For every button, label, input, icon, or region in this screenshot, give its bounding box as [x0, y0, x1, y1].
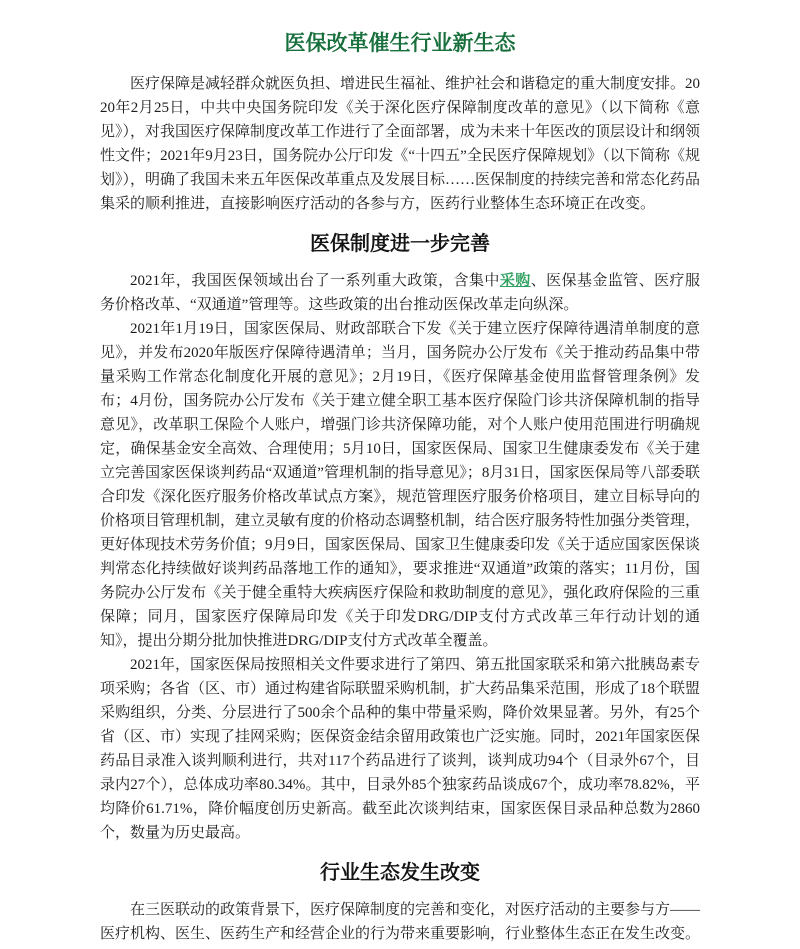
document-title: 医保改革催生行业新生态	[284, 31, 516, 55]
section1-paragraph-1-text-before-link: 2021年，我国医保领域出台了一系列重大政策，含集中	[130, 273, 500, 289]
section1-paragraph-2: 2021年1月19日，国家医保局、财政部联合下发《关于建立医疗保障待遇清单制度的意见》，并发布2020年版医疗保障待遇清单；当月，国务院办公厅发布《关于推动药品集中带量采购工作常态化制度化开展的意见》；2月19日，《医疗保障基金使用监督管理条例》发布；4月份，国务院办公厅发布《关于建立健全职工基本医疗保险门诊共济保障机制的指导意见》，改革职工保险个人账户，增强门诊共济保障功能，对个人账户使用范围进行明确规定，确保基金安全高效、合理使用；5月10日，国家医保局、国家卫生健康委发布《关于建立完善国家医保谈判药品“双通道”管理机制的指导意见》；8月31日，国家医保局等八部委联合印发《深化医疗服务价格改革试点方案》，规范管理医疗服务价格项目，建立目标导向的价格项目管理机制，建立灵敏有度的价格动态调整机制，结合医疗服务特性加强分类管理，更好体现技术劳务价值；9月9日，国家医保局、国家卫生健康委印发《关于适应国家医保谈判常态化持续做好谈判药品落地工作的通知》，要求推进“双通道”政策的落实；11月份，国务院办公厅发布《关于健全重特大疾病医疗保险和救助制度的意见》，强化政府保险的三重保障；同月，国家医疗保障局印发《关于印发DRG/DIP支付方式改革三年行动计划的通知》，提出分期分批加快推进DRG/DIP支付方式改革全覆盖。	[100, 321, 701, 649]
section2-paragraph-1: 在三医联动的政策背景下，医疗保障制度的完善和变化，对医疗活动的主要参与方——医疗机构、医生、医药生产和经营企业的行为带来重要影响，行业整体生态正在发生改变。	[100, 902, 701, 942]
intro-paragraph: 医疗保障是减轻群众就医负担、增进民生福祉、维护社会和谐稳定的重大制度安排。2020年2月25日，中共中央国务院印发《关于深化医疗保障制度改革的意见》（以下简称《意见》），对我国医疗保障制度改革工作进行了全面部署，成为未来十年医改的顶层设计和纲领性文件；2021年9月23日，国务院办公厅印发《“十四五”全民医疗保障规划》（以下简称《规划》），明确了我国未来五年医保改革重点及发展目标……医保制度的持续完善和常态化药品集采的顺利推进，直接影响医疗活动的各参与方，医药行业整体生态环境正在改变。	[100, 76, 701, 212]
procurement-link[interactable]: 采购	[499, 273, 531, 289]
section1-paragraph-1-text-after-link: 、医保基金监管、医疗服务价格改革、“双通道”管理等。这些政策的出台推动医保改革走向纵深。	[100, 273, 700, 313]
section1-paragraph-3: 2021年，国家医保局按照相关文件要求进行了第四、第五批国家联采和第六批胰岛素专项采购；各省（区、市）通过构建省际联盟采购机制，扩大药品集采范围，形成了18个联盟采购组织，分类、分层进行了500余个品种的集中带量采购，降价效果显著。另外，有25个省（区、市）实现了挂网采购；医保资金结余留用政策也广泛实施。同时，2021年国家医保药品目录准入谈判顺利进行，共对117个药品进行了谈判，谈判成功94个（目录外67个，目录内27个），总体成功率80.34%。其中，目录外85个独家药品谈成67个，成功率78.82%，平均降价61.71%，降价幅度创历史新高。截至此次谈判结束，国家医保目录品种总数为2860个，数量为历史最高。	[100, 657, 701, 841]
section1-paragraph-1	[100, 269, 700, 317]
section-heading-industry-ecology: 行业生态发生改变	[320, 862, 480, 884]
section-heading-medical-insurance-system: 医保制度进一步完善	[310, 233, 490, 255]
